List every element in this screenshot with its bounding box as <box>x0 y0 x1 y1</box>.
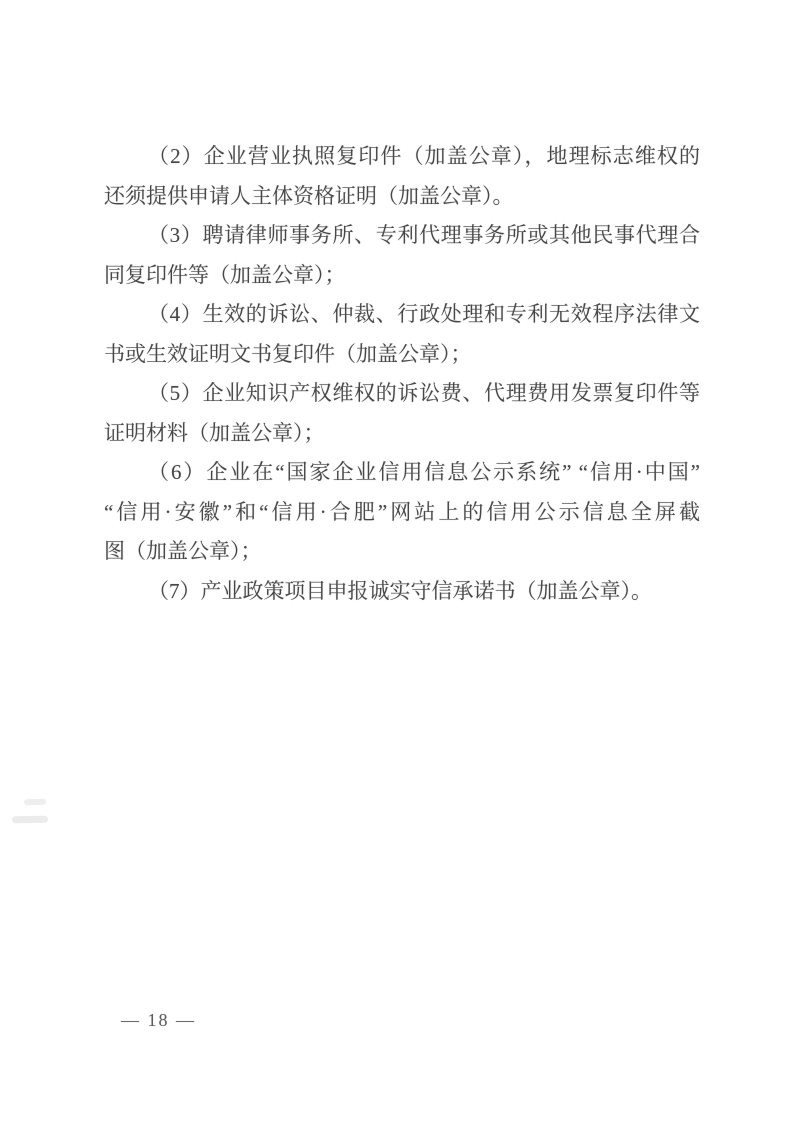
text-line: 证明材料（加盖公章）； <box>104 420 325 445</box>
text-line: “信用·安徽”和“信用·合肥”网站上的信用公示信息全屏截 <box>104 499 700 524</box>
text-line: （7）产业政策项目申报诚实守信承诺书（加盖公章）。 <box>148 578 652 603</box>
text-line: 还须提供申请人主体资格证明（加盖公章）。 <box>104 183 514 208</box>
text-line: 同复印件等（加盖公章）； <box>104 262 346 287</box>
scan-artifact <box>12 816 48 824</box>
text-line: 图（加盖公章）； <box>104 539 262 563</box>
text-line: （6）企业在“国家企业信用信息公示系统” “信用·中国” <box>148 460 700 484</box>
text-line: （2）企业营业执照复印件（加盖公章），地理标志维权的 <box>148 144 700 168</box>
document-body <box>104 137 700 611</box>
text-line: （5）企业知识产权维权的诉讼费、代理费用发票复印件等 <box>148 381 700 405</box>
text-line: 书或生效证明文书复印件（加盖公章）； <box>104 341 472 366</box>
page-number: — 18 — <box>121 1010 196 1030</box>
text-line: （4）生效的诉讼、仲裁、行政处理和专利无效程序法律文 <box>148 302 700 326</box>
scan-artifact <box>24 799 46 806</box>
text-line: （3）聘请律师事务所、专利代理事务所或其他民事代理合 <box>148 223 700 247</box>
